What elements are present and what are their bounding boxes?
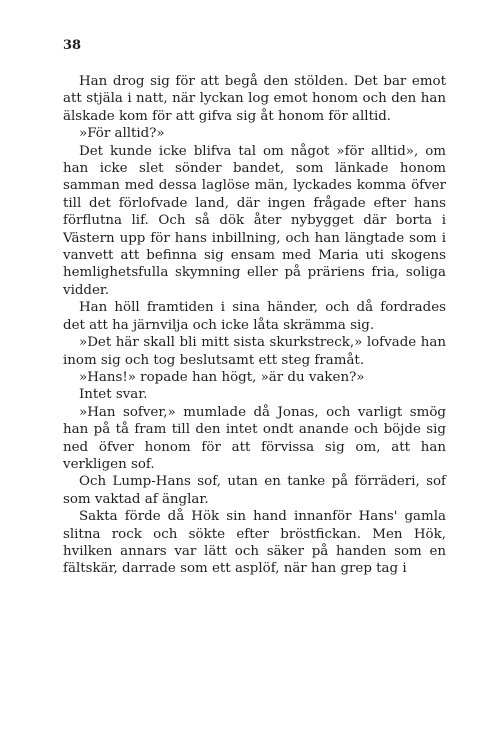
book-page: [63, 38, 446, 578]
paragraph-10: Sakta förde då Hök sin hand innanför Hans' gamla slitna rock och sökte efter bröstfickan. Men Hök, hvilken annars var lätt och säker på handen som en fältskär, darrade som ett asplöf, när han grep tag i: [63, 509, 446, 577]
paragraph-3: Det kunde icke blifva tal om något »för alltid», om han icke slet sönder bandet, som länkade honom samman med dessa laglöse män, lyckades komma öfver till det förlofvade land, där ingen frågade efter hans förflutna lif. Och så dök åter nybygget där borta i Västern upp för hans inbillning, och han längtade som i vanvett att befinna sig ensam med Maria uti skogens hemlighetsfulla skymning eller på präriens fria, soliga vidder.: [63, 143, 446, 298]
paragraph-8: »Han sofver,» mumlade då Jonas, och varligt smög han på tå fram till den intet ondt anande och böjde sig ned öfver honom för att förvissa sig om, att han verkligen sof.: [63, 404, 446, 472]
paragraph-1: Han drog sig för att begå den stölden. Det bar emot att stjäla i natt, när lyckan log emot honom och den han älskade kom för att gifva sig åt honom för alltid.: [63, 74, 446, 124]
paragraph-2: »För alltid?»: [79, 126, 165, 142]
paragraph-4: Han höll framtiden i sina händer, och då fordrades det att ha järnvilja och icke låta skrämma sig.: [63, 300, 446, 333]
body-text: [63, 73, 446, 578]
paragraph-6: »Hans!» ropade han högt, »är du vaken?»: [79, 369, 365, 385]
paragraph-5: »Det här skall bli mitt sista skurkstreck,» lofvade han inom sig och tog beslutsamt ett steg framåt.: [63, 335, 446, 368]
page-number: 38: [63, 38, 82, 53]
paragraph-7: Intet svar.: [79, 387, 148, 403]
paragraph-9: Och Lump-Hans sof, utan en tanke på förräderi, sof som vaktad af änglar.: [63, 474, 446, 507]
